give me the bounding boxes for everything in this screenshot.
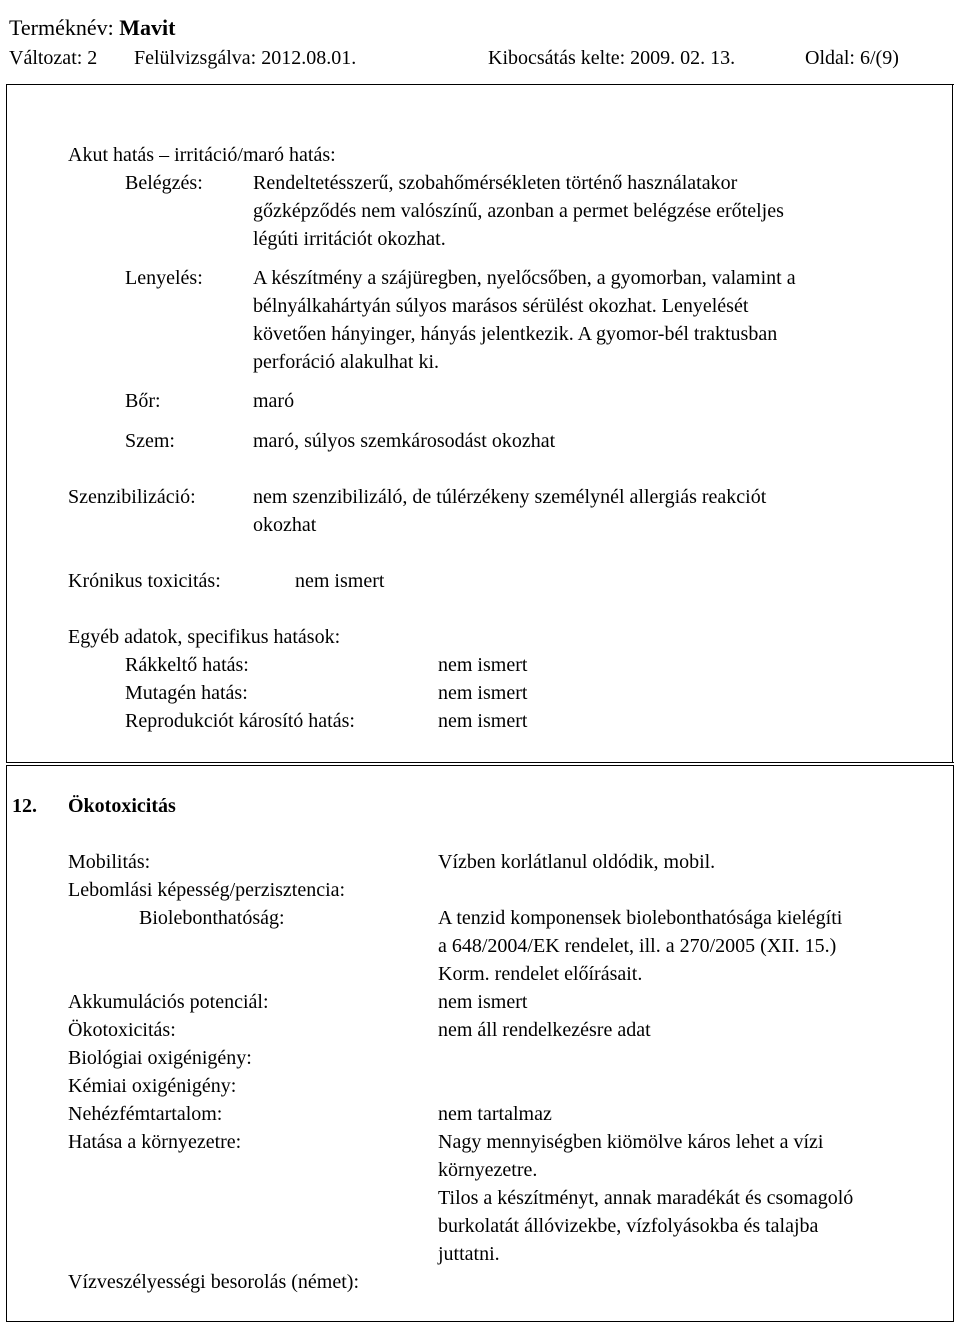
env-line-5: juttatni. xyxy=(438,1243,500,1265)
ingestion-line-4: perforáció alakulhat ki. xyxy=(253,351,440,373)
biodeg-line-1: A tenzid komponensek biolebonthatósága kielégíti xyxy=(438,907,843,929)
mobility-value: Vízben korlátlanul oldódik, mobil. xyxy=(438,851,716,873)
skin-label: Bőr: xyxy=(125,390,161,412)
mutagenic-label: Mutagén hatás: xyxy=(125,682,248,704)
sensitization-label: Szenzibilizáció: xyxy=(68,486,196,508)
wgk-label: Vízveszélyességi besorolás (német): xyxy=(68,1271,360,1293)
section12-title: Ökotoxicitás xyxy=(68,795,176,817)
header-version: Változat: 2 xyxy=(9,47,98,69)
ingestion-line-3: követően hányinger, hányás jelentkezik. A gyomor-bél traktusban xyxy=(253,323,778,345)
accumulation-label: Akkumulációs potenciál: xyxy=(68,991,269,1013)
section12-number: 12. xyxy=(12,795,37,817)
ingestion-line-2: bélnyálkahártyán súlyos marásos sérülést okozhat. Lenyelését xyxy=(253,295,749,317)
degradation-label: Lebomlási képesség/perzisztencia: xyxy=(68,879,346,901)
inhalation-line-3: légúti irritációt okozhat. xyxy=(253,228,446,250)
reproductive-value: nem ismert xyxy=(438,710,528,732)
ingestion-line-1: A készítmény a szájüregben, nyelőcsőben, a gyomorban, valamint a xyxy=(253,267,796,289)
top-frame-line xyxy=(6,84,954,85)
biodeg-line-2: a 648/2004/EK rendelet, ill. a 270/2005 (XII. 15.) xyxy=(438,935,837,957)
ingestion-label: Lenyelés: xyxy=(125,267,203,289)
product-label: Terméknév: xyxy=(9,15,120,40)
inhalation-label: Belégzés: xyxy=(125,172,203,194)
accumulation-value: nem ismert xyxy=(438,991,528,1013)
right-frame-line xyxy=(952,85,953,762)
env-line-2: környezetre. xyxy=(438,1159,538,1181)
bod-label: Biológiai oxigénigény: xyxy=(68,1047,252,1069)
eye-value: maró, súlyos szemkárosodást okozhat xyxy=(253,430,556,452)
reproductive-label: Reprodukciót károsító hatás: xyxy=(125,710,355,732)
chronic-label: Krónikus toxicitás: xyxy=(68,570,221,592)
header-revised: Felülvizsgálva: 2012.08.01. xyxy=(134,47,357,69)
heavy-metal-value: nem tartalmaz xyxy=(438,1103,552,1125)
sensitization-line-1: nem szenzibilizáló, de túlérzékeny személynél allergiás reakciót xyxy=(253,486,767,508)
chronic-value: nem ismert xyxy=(295,570,385,592)
product-name: Mavit xyxy=(119,15,176,40)
header-issued: Kibocsátás kelte: 2009. 02. 13. xyxy=(488,47,736,69)
header-page: Oldal: 6/(9) xyxy=(805,47,899,69)
mid-frame-line-1 xyxy=(6,762,954,763)
mobility-label: Mobilitás: xyxy=(68,851,151,873)
biodeg-label: Biolebonthatóság: xyxy=(139,907,285,929)
mutagenic-value: nem ismert xyxy=(438,682,528,704)
ecotox-label: Ökotoxicitás: xyxy=(68,1019,176,1041)
inhalation-line-2: gőzképződés nem valószínű, azonban a permet belégzése erőteljes xyxy=(253,200,784,222)
eye-label: Szem: xyxy=(125,430,175,452)
left-frame-line xyxy=(6,85,7,762)
env-line-1: Nagy mennyiségben kiömölve káros lehet a vízi xyxy=(438,1131,824,1153)
carcinogenic-label: Rákkeltő hatás: xyxy=(125,654,249,676)
carcinogenic-value: nem ismert xyxy=(438,654,528,676)
other-title: Egyéb adatok, specifikus hatások: xyxy=(68,626,341,648)
inhalation-line-1: Rendeltetésszerű, szobahőmérsékleten történő használatakor xyxy=(253,172,738,194)
env-line-3: Tilos a készítményt, annak maradékát és csomagoló xyxy=(438,1187,854,1209)
env-label: Hatása a környezetre: xyxy=(68,1131,242,1153)
env-line-4: burkolatát állóvizekbe, vízfolyásokba és talajba xyxy=(438,1215,819,1237)
cod-label: Kémiai oxigénigény: xyxy=(68,1075,237,1097)
header-product xyxy=(9,14,175,42)
skin-value: maró xyxy=(253,390,295,412)
acute-title: Akut hatás – irritáció/maró hatás: xyxy=(68,144,336,166)
heavy-metal-label: Nehézfémtartalom: xyxy=(68,1103,223,1125)
biodeg-line-3: Korm. rendelet előírásait. xyxy=(438,963,643,985)
ecotox-value: nem áll rendelkezésre adat xyxy=(438,1019,651,1041)
sensitization-line-2: okozhat xyxy=(253,514,317,536)
